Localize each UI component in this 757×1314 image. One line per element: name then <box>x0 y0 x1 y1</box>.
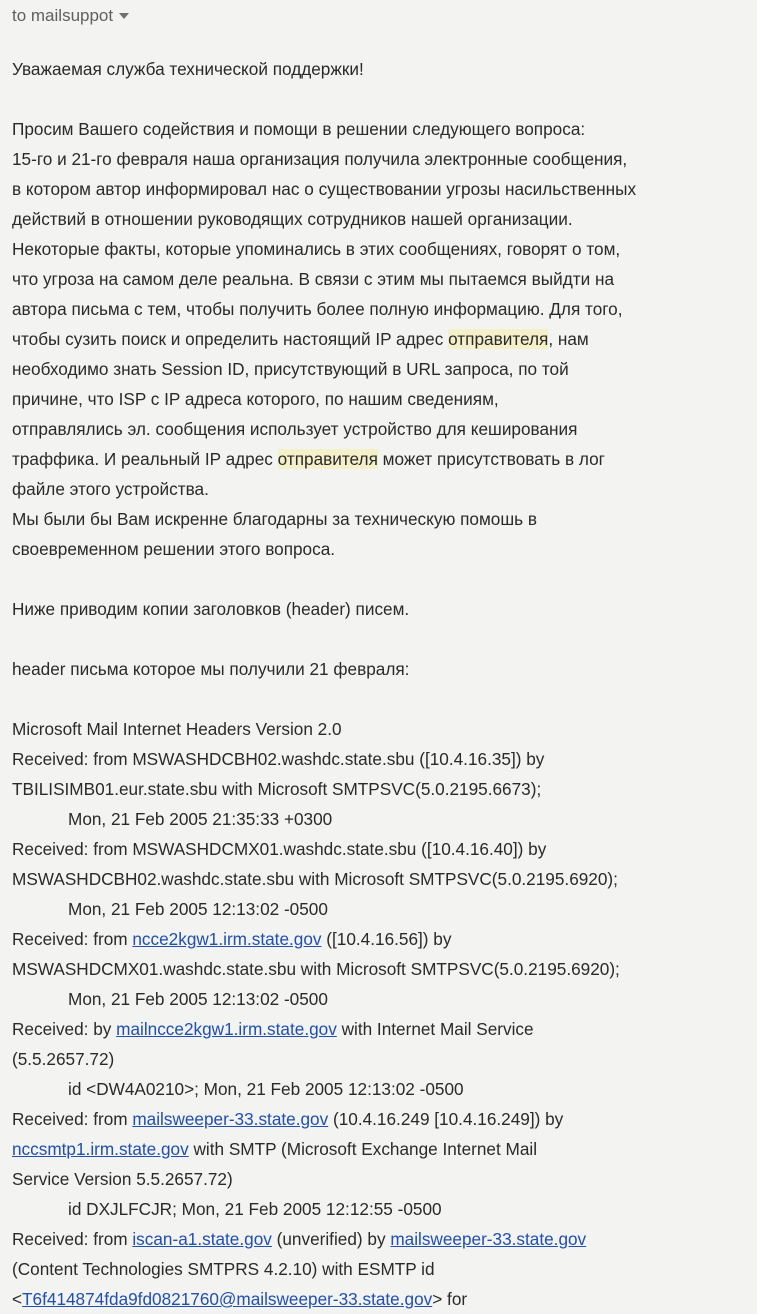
mail-headers <box>12 714 754 1314</box>
highlighted-word: отправителя <box>448 329 549 349</box>
recipient-toggle[interactable] <box>12 6 129 26</box>
header-line: MSWASHDCMX01.washdc.state.sbu with Microsoft SMTPSVC(5.0.2195.6920); <box>12 959 620 979</box>
paragraph-line: действий в отношении руководящих сотрудников нашей организации. <box>12 209 573 229</box>
paragraph-line: Просим Вашего содействия и помощи в решении следующего вопроса: <box>12 119 586 139</box>
header-line: Received: by mailncce2kgw1.irm.state.gov with Internet Mail Service <box>12 1019 534 1039</box>
host-link[interactable]: ncce2kgw1.irm.state.gov <box>132 929 322 949</box>
header-line: id <DW4A0210>; Mon, 21 Feb 2005 12:13:02 -0500 <box>68 1079 464 1099</box>
paragraph-line: 15-го и 21-го февраля наша организация получила электронные сообщения, <box>12 149 628 169</box>
header-line: Mon, 21 Feb 2005 21:35:33 +0300 <box>68 809 333 829</box>
header-line: Microsoft Mail Internet Headers Version 2.0 <box>12 719 342 739</box>
paragraph-line: причине, что ISP с IP адреса которого, по нашим сведениям, <box>12 389 499 409</box>
header-line: TBILISIMB01.eur.state.sbu with Microsoft SMTPSVC(5.0.2195.6673); <box>12 779 542 799</box>
highlighted-word: отправителя <box>277 449 378 469</box>
header-line: Mon, 21 Feb 2005 12:13:02 -0500 <box>68 989 328 1009</box>
host-link[interactable]: iscan-a1.state.gov <box>132 1229 272 1249</box>
paragraph-line: необходимо знать Session ID, присутствующий в URL запроса, по той <box>12 359 569 379</box>
recipient-label: to mailsuppot <box>12 6 114 25</box>
host-link[interactable]: mailsweeper-33.state.gov <box>390 1229 587 1249</box>
header-line: Mon, 21 Feb 2005 12:13:02 -0500 <box>68 899 328 919</box>
header-line: Received: from MSWASHDCMX01.washdc.state.sbu ([10.4.16.40]) by <box>12 839 547 859</box>
header-line: (Content Technologies SMTPRS 4.2.10) with ESMTP id <box>12 1259 435 1279</box>
chevron-down-icon[interactable] <box>119 13 129 19</box>
paragraph-line: Некоторые факты, которые упоминались в этих сообщениях, говорят о том, <box>12 239 621 259</box>
header-line: <T6f414874fda9fd0821760@mailsweeper-33.state.gov> for <box>12 1289 468 1309</box>
paragraph-line: автора письма с тем, чтобы получить более полную информацию. Для того, <box>12 299 623 319</box>
header-line: id DXJLFCJR; Mon, 21 Feb 2005 12:12:55 -0500 <box>68 1199 442 1219</box>
paragraph-line: Мы были бы Вам искренне благодарны за техническую помошь в <box>12 509 538 529</box>
host-link[interactable]: mailncce2kgw1.irm.state.gov <box>116 1019 337 1039</box>
paragraph-line: файле этого устройства. <box>12 479 209 499</box>
header-line: Received: from iscan-a1.state.gov (unverified) by mailsweeper-33.state.gov <box>12 1229 587 1249</box>
header-line: nccsmtp1.irm.state.gov with SMTP (Microsoft Exchange Internet Mail <box>12 1139 538 1159</box>
header-line: Service Version 5.5.2657.72) <box>12 1169 233 1189</box>
header-line: MSWASHDCBH02.washdc.state.sbu with Microsoft SMTPSVC(5.0.2195.6920); <box>12 869 618 889</box>
headers-intro: Ниже приводим копии заголовков (header) писем. <box>12 599 410 619</box>
header-line: Received: from ncce2kgw1.irm.state.gov ([10.4.16.56]) by <box>12 929 452 949</box>
host-link[interactable]: nccsmtp1.irm.state.gov <box>12 1139 189 1159</box>
host-link[interactable]: mailsweeper-33.state.gov <box>132 1109 329 1129</box>
paragraph-line: в котором автор информировал нас о существовании угрозы насильственных <box>12 179 637 199</box>
header-line: Received: from mailsweeper-33.state.gov (10.4.16.249 [10.4.16.249]) by <box>12 1109 564 1129</box>
paragraph-line: чтобы сузить поиск и определить настоящий IP адрес отправителя, нам <box>12 329 589 349</box>
message-body <box>12 54 754 1314</box>
header-line: (5.5.2657.72) <box>12 1049 115 1069</box>
header-line: Received: from MSWASHDCBH02.washdc.state.sbu ([10.4.16.35]) by <box>12 749 545 769</box>
paragraph-line: своевременном решении этого вопроса. <box>12 539 336 559</box>
paragraph-line: траффика. И реальный IP адрес отправителя может присутствовать в лог <box>12 449 605 469</box>
greeting: Уважаемая служба технической поддержки! <box>12 59 364 79</box>
message-id-link[interactable]: T6f414874fda9fd0821760@mailsweeper-33.state.gov <box>22 1289 433 1309</box>
paragraph-line: отправлялись эл. сообщения использует устройство для кеширования <box>12 419 578 439</box>
paragraph-line: что угроза на самом деле реальна. В связи с этим мы пытаемся выйдти на <box>12 269 615 289</box>
header-caption: header письма которое мы получили 21 февраля: <box>12 659 410 679</box>
